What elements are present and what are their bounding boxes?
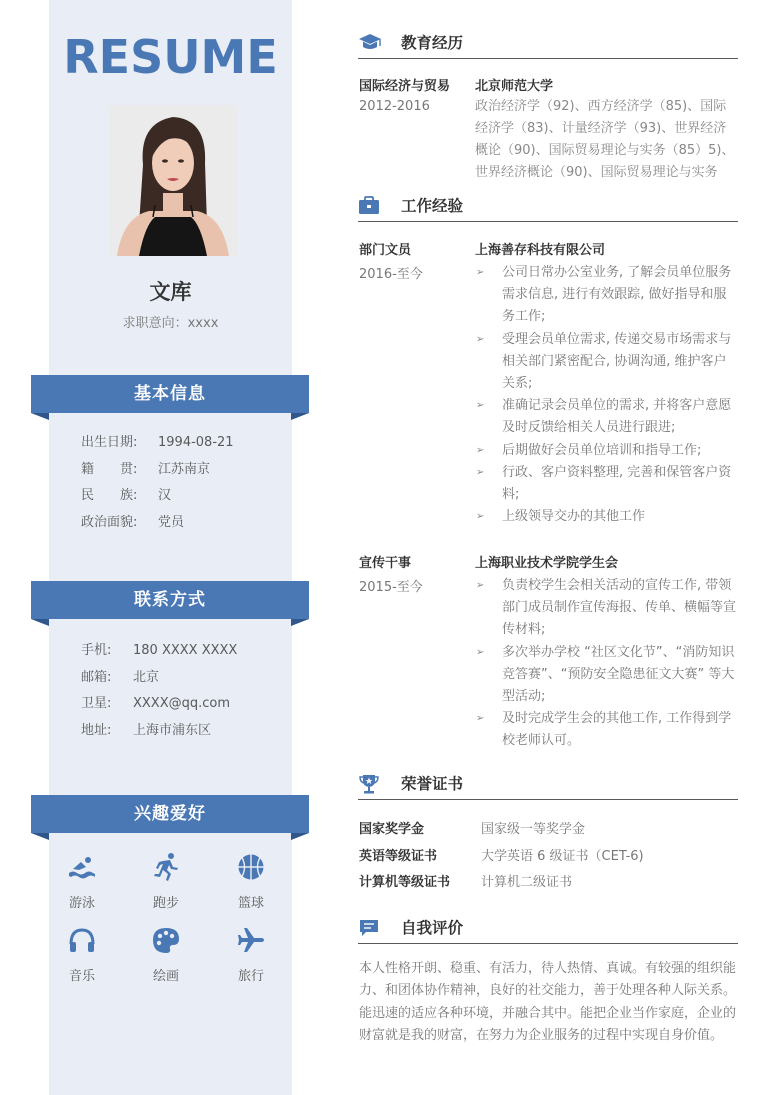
job-right <box>475 239 737 528</box>
self-eval-header <box>358 914 738 944</box>
palette-icon <box>136 925 196 955</box>
contact-key: 卫星: <box>81 696 112 712</box>
cert-name: 英语等级证书 <box>359 849 438 864</box>
comment-icon <box>358 917 380 943</box>
profile-photo <box>109 105 237 256</box>
info-value: 汉 <box>158 488 172 504</box>
job-duties <box>475 575 737 753</box>
duty-item: ➢ 负责校学生会相关活动的宣传工作, 带领部门成员制作宣传海报、传单、横幅等宣传材料; <box>475 575 737 642</box>
ribbon-fold-left <box>31 619 49 626</box>
self-eval-text: 本人性格开朗、稳重、有活力，待人热情、真诚。有较强的组织能力、和团体协作精神，良好的社交能力，善于处理各种人际关系。能迅速的适应各种环境，并融合其中。能把企业当作家庭，企业的财富就是我的财富，在努力为企业服务的过程中实现自身价值。 <box>359 961 737 1044</box>
cert-value: 计算机二级证书 <box>481 875 573 890</box>
hobby-travel <box>221 925 281 984</box>
education-period: 2012-2016 <box>359 99 430 114</box>
education-major: 国际经济与贸易 <box>359 79 451 94</box>
running-icon <box>136 852 196 882</box>
hobbies-title: 兴趣爱好 <box>31 795 309 833</box>
info-value: 1994-08-21 <box>158 435 234 450</box>
hobby-label: 游泳 <box>68 896 95 911</box>
contact-ribbon <box>31 581 309 619</box>
contact-row <box>81 691 237 718</box>
basketball-icon <box>221 852 281 882</box>
job-duties <box>475 262 737 528</box>
hobby-painting <box>136 925 196 984</box>
info-row <box>81 430 234 457</box>
ribbon-fold-left <box>31 833 49 840</box>
hobby-label: 篮球 <box>237 896 264 911</box>
contact-value: 180 XXXX XXXX <box>133 643 238 658</box>
work-header <box>358 192 738 222</box>
section-title: 荣誉证书 <box>401 775 464 793</box>
section-title: 教育经历 <box>401 34 464 52</box>
hobby-label: 绘画 <box>152 969 179 984</box>
candidate-name: 文库 <box>149 280 192 304</box>
swimming-icon <box>52 852 112 882</box>
info-value: 党员 <box>158 515 185 531</box>
contact-row <box>81 718 237 745</box>
contact-key: 手机: <box>81 643 112 658</box>
cert-name: 计算机等级证书 <box>359 875 451 890</box>
duty-item: ➢ 受理会员单位需求, 传递交易市场需求与相关部门紧密配合, 协调沟通, 维护客户关系; <box>475 329 737 396</box>
duty-item: ➢ 后期做好会员单位培训和指导工作; <box>475 440 737 462</box>
cert-value: 大学英语 6 级证书（CET-6) <box>481 849 644 864</box>
basic-info-title: 基本信息 <box>31 375 309 413</box>
contact-key: 地址: <box>81 723 112 739</box>
contact-value: 北京 <box>133 669 160 685</box>
education-courses: 政治经济学（92)、西方经济学（85)、国际经济学（83)、计量经济学（93)、世界经济概论（90)、国际贸易理论与实务（85）5)、世界经济概论（90)、国际贸易理论与实务 <box>475 99 735 180</box>
education-right <box>475 75 737 184</box>
airplane-icon <box>221 925 281 955</box>
duty-item: ➢ 行政、客户资料整理, 完善和保管客户资料; <box>475 462 737 506</box>
briefcase-icon <box>358 195 380 219</box>
basic-info-ribbon <box>31 375 309 413</box>
honors-header <box>358 770 738 800</box>
hobby-basketball <box>221 852 281 911</box>
section-title: 工作经验 <box>401 197 464 215</box>
job-org: 上海职业技术学院学生会 <box>475 556 619 571</box>
trophy-icon <box>358 773 380 799</box>
contact-title: 联系方式 <box>31 581 309 619</box>
job-org: 上海善存科技有限公司 <box>475 243 606 258</box>
resume-heading: RESUME <box>63 30 278 84</box>
info-key: 出生日期: <box>81 435 138 450</box>
info-value: 江苏南京 <box>158 461 211 477</box>
hobby-label: 跑步 <box>152 896 179 911</box>
ribbon-fold-right <box>291 413 309 420</box>
ribbon-fold-right <box>291 833 309 840</box>
basic-info-list <box>81 430 234 537</box>
education-left <box>359 75 450 114</box>
contact-value: XXXX@qq.com <box>133 696 231 712</box>
contact-row <box>81 665 237 692</box>
hobby-music <box>52 925 112 984</box>
info-row <box>81 457 234 484</box>
contact-row <box>81 638 237 665</box>
cert-row <box>359 818 585 837</box>
job-period: 2016-至今 <box>359 267 423 282</box>
duty-item: ➢ 多次举办学校 “社区文化节”、“消防知识竞答赛”、“预防安全隐患征文大赛” 等大型活动; <box>475 642 737 709</box>
duty-item: ➢ 准确记录会员单位的需求, 并将客户意愿及时反馈给相关人员进行跟进; <box>475 395 737 439</box>
hobby-label: 旅行 <box>237 969 264 984</box>
hobby-running <box>136 852 196 911</box>
education-header <box>358 29 738 59</box>
cert-row <box>359 845 644 864</box>
ribbon-fold-right <box>291 619 309 626</box>
cert-value: 国家级一等奖学金 <box>481 822 586 837</box>
ribbon-fold-left <box>31 413 49 420</box>
cert-row <box>359 871 572 890</box>
info-row <box>81 483 234 510</box>
job-period: 2015-至今 <box>359 580 423 595</box>
job-intent: 求职意向：xxxx <box>122 316 219 331</box>
hobbies-ribbon <box>31 795 309 833</box>
duty-item: ➢ 及时完成学生会的其他工作, 工作得到学校老师认可。 <box>475 708 737 752</box>
duty-item: ➢ 公司日常办公室业务, 了解会员单位服务需求信息, 进行有效跟踪, 做好指导和服务工作; <box>475 262 737 329</box>
contact-key: 邮箱: <box>81 669 112 685</box>
education-school: 北京师范大学 <box>475 79 554 94</box>
info-key: 籍 贯: <box>81 461 138 477</box>
info-key: 民 族: <box>81 488 138 504</box>
job-left <box>359 552 423 595</box>
headphones-icon <box>52 925 112 955</box>
job-left <box>359 239 423 282</box>
cert-name: 国家奖学金 <box>359 822 425 837</box>
job-right <box>475 552 737 753</box>
info-row <box>81 510 234 537</box>
hobby-swimming <box>52 852 112 911</box>
job-role: 部门文员 <box>359 243 412 258</box>
section-title: 自我评价 <box>401 919 464 937</box>
duty-item: ➢ 上级领导交办的其他工作 <box>475 506 737 528</box>
contact-value: 上海市浦东区 <box>133 723 212 739</box>
info-key: 政治面貌: <box>81 515 138 531</box>
graduation-cap-icon <box>358 32 382 58</box>
contact-list <box>81 638 237 745</box>
hobby-label: 音乐 <box>68 969 95 984</box>
job-role: 宣传干事 <box>359 556 412 571</box>
